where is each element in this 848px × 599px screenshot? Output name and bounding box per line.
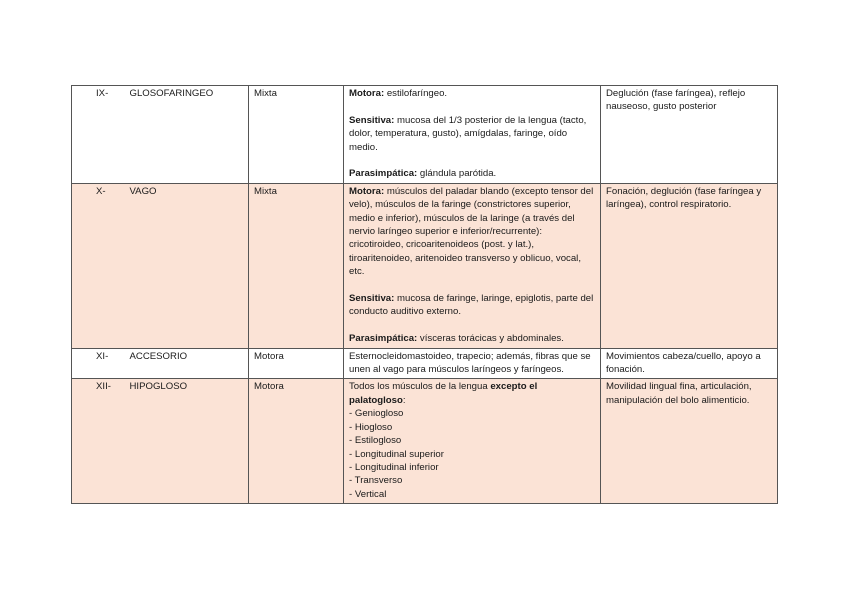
nerve-innervation [344, 86, 601, 184]
parasimpatica-text: vísceras torácicas y abdominales. [417, 333, 564, 345]
nerve-name: HIPOGLOSO [128, 379, 249, 504]
nerve-type: Mixta [249, 183, 344, 348]
muscle-item: - Geniogloso [349, 408, 404, 420]
nerve-function: Deglución (fase faríngea), reflejo nauseoso, gusto posterior [601, 86, 778, 184]
nerve-innervation [344, 183, 601, 348]
sensitiva-label: Sensitiva: [349, 293, 395, 305]
motora-text: estilofaríngeo. [384, 88, 448, 99]
motora-text: músculos del paladar blando (excepto tensor del velo), músculos de la faringe (constrictores superior, medio e inferior), músculos de la laringe (a través del nervio laríngeo superior e inferior/recurrente): cricotiroideo, cricoaritenoideos (post. y lat.), tiroaritenoideo, aritenoideo transverso y oblicuo, vocal, etc. [349, 185, 594, 278]
nerve-innervation: Esternocleidomastoideo, trapecio; además, fibras que se unen al vago para músculos laríngeos y faríngeos. [344, 348, 601, 379]
muscle-item: - Vertical [349, 488, 387, 500]
parasimpatica-label: Parasimpática: [349, 333, 418, 345]
table-row [72, 348, 778, 379]
sensitiva-label: Sensitiva: [349, 114, 395, 126]
nerve-function: Movilidad lingual fina, articulación, manipulación del bolo alimenticio. [601, 379, 778, 504]
nerve-type: Motora [249, 379, 344, 504]
parasimpatica-paragraph [349, 332, 595, 345]
sensitiva-paragraph [349, 114, 595, 154]
motora-label: Motora: [349, 185, 385, 197]
muscle-item: - Estilogloso [349, 435, 402, 447]
motora-paragraph [349, 185, 595, 279]
nerve-type: Mixta [249, 86, 344, 184]
nerve-name: GLOSOFARINGEO [128, 86, 249, 184]
parasimpatica-paragraph [349, 167, 595, 180]
intro-tail: : [402, 394, 406, 406]
muscle-item: - Transverso [349, 475, 403, 487]
hipogloso-intro [349, 380, 595, 407]
nerve-name: VAGO [128, 183, 249, 348]
table-row [72, 379, 778, 504]
sensitiva-text: mucosa del 1/3 posterior de la lengua (tacto, dolor, temperatura, gusto), amígdalas, faringe, oído medio. [349, 114, 587, 153]
nerve-number: XII- [72, 379, 128, 504]
intro-bold: excepto el palatogloso [349, 381, 538, 406]
nerve-function: Movimientos cabeza/cuello, apoyo a fonación. [601, 348, 778, 379]
sensitiva-text: mucosa de faringe, laringe, epiglotis, parte del conducto auditivo externo. [349, 293, 594, 318]
parasimpatica-text: glándula parótida. [417, 168, 497, 180]
muscle-item: - Hiogloso [349, 421, 393, 433]
nerve-name: ACCESORIO [128, 348, 249, 379]
cranial-nerves-table [71, 85, 778, 504]
nerve-number: IX- [72, 86, 128, 184]
nerve-innervation [344, 379, 601, 504]
nerve-function: Fonación, deglución (fase faríngea y laríngea), control respiratorio. [601, 183, 778, 348]
intro-text: Todos los músculos de la lengua [349, 381, 491, 393]
table-row [72, 86, 778, 184]
sensitiva-paragraph [349, 292, 595, 319]
muscle-item: - Longitudinal superior [349, 448, 444, 460]
motora-label: Motora: [349, 88, 385, 99]
motora-paragraph [349, 87, 595, 100]
nerve-number: XI- [72, 348, 128, 379]
nerve-type: Motora [249, 348, 344, 379]
nerve-number: X- [72, 183, 128, 348]
table-row [72, 183, 778, 348]
parasimpatica-label: Parasimpática: [349, 168, 418, 180]
muscle-item: - Longitudinal inferior [349, 461, 439, 473]
